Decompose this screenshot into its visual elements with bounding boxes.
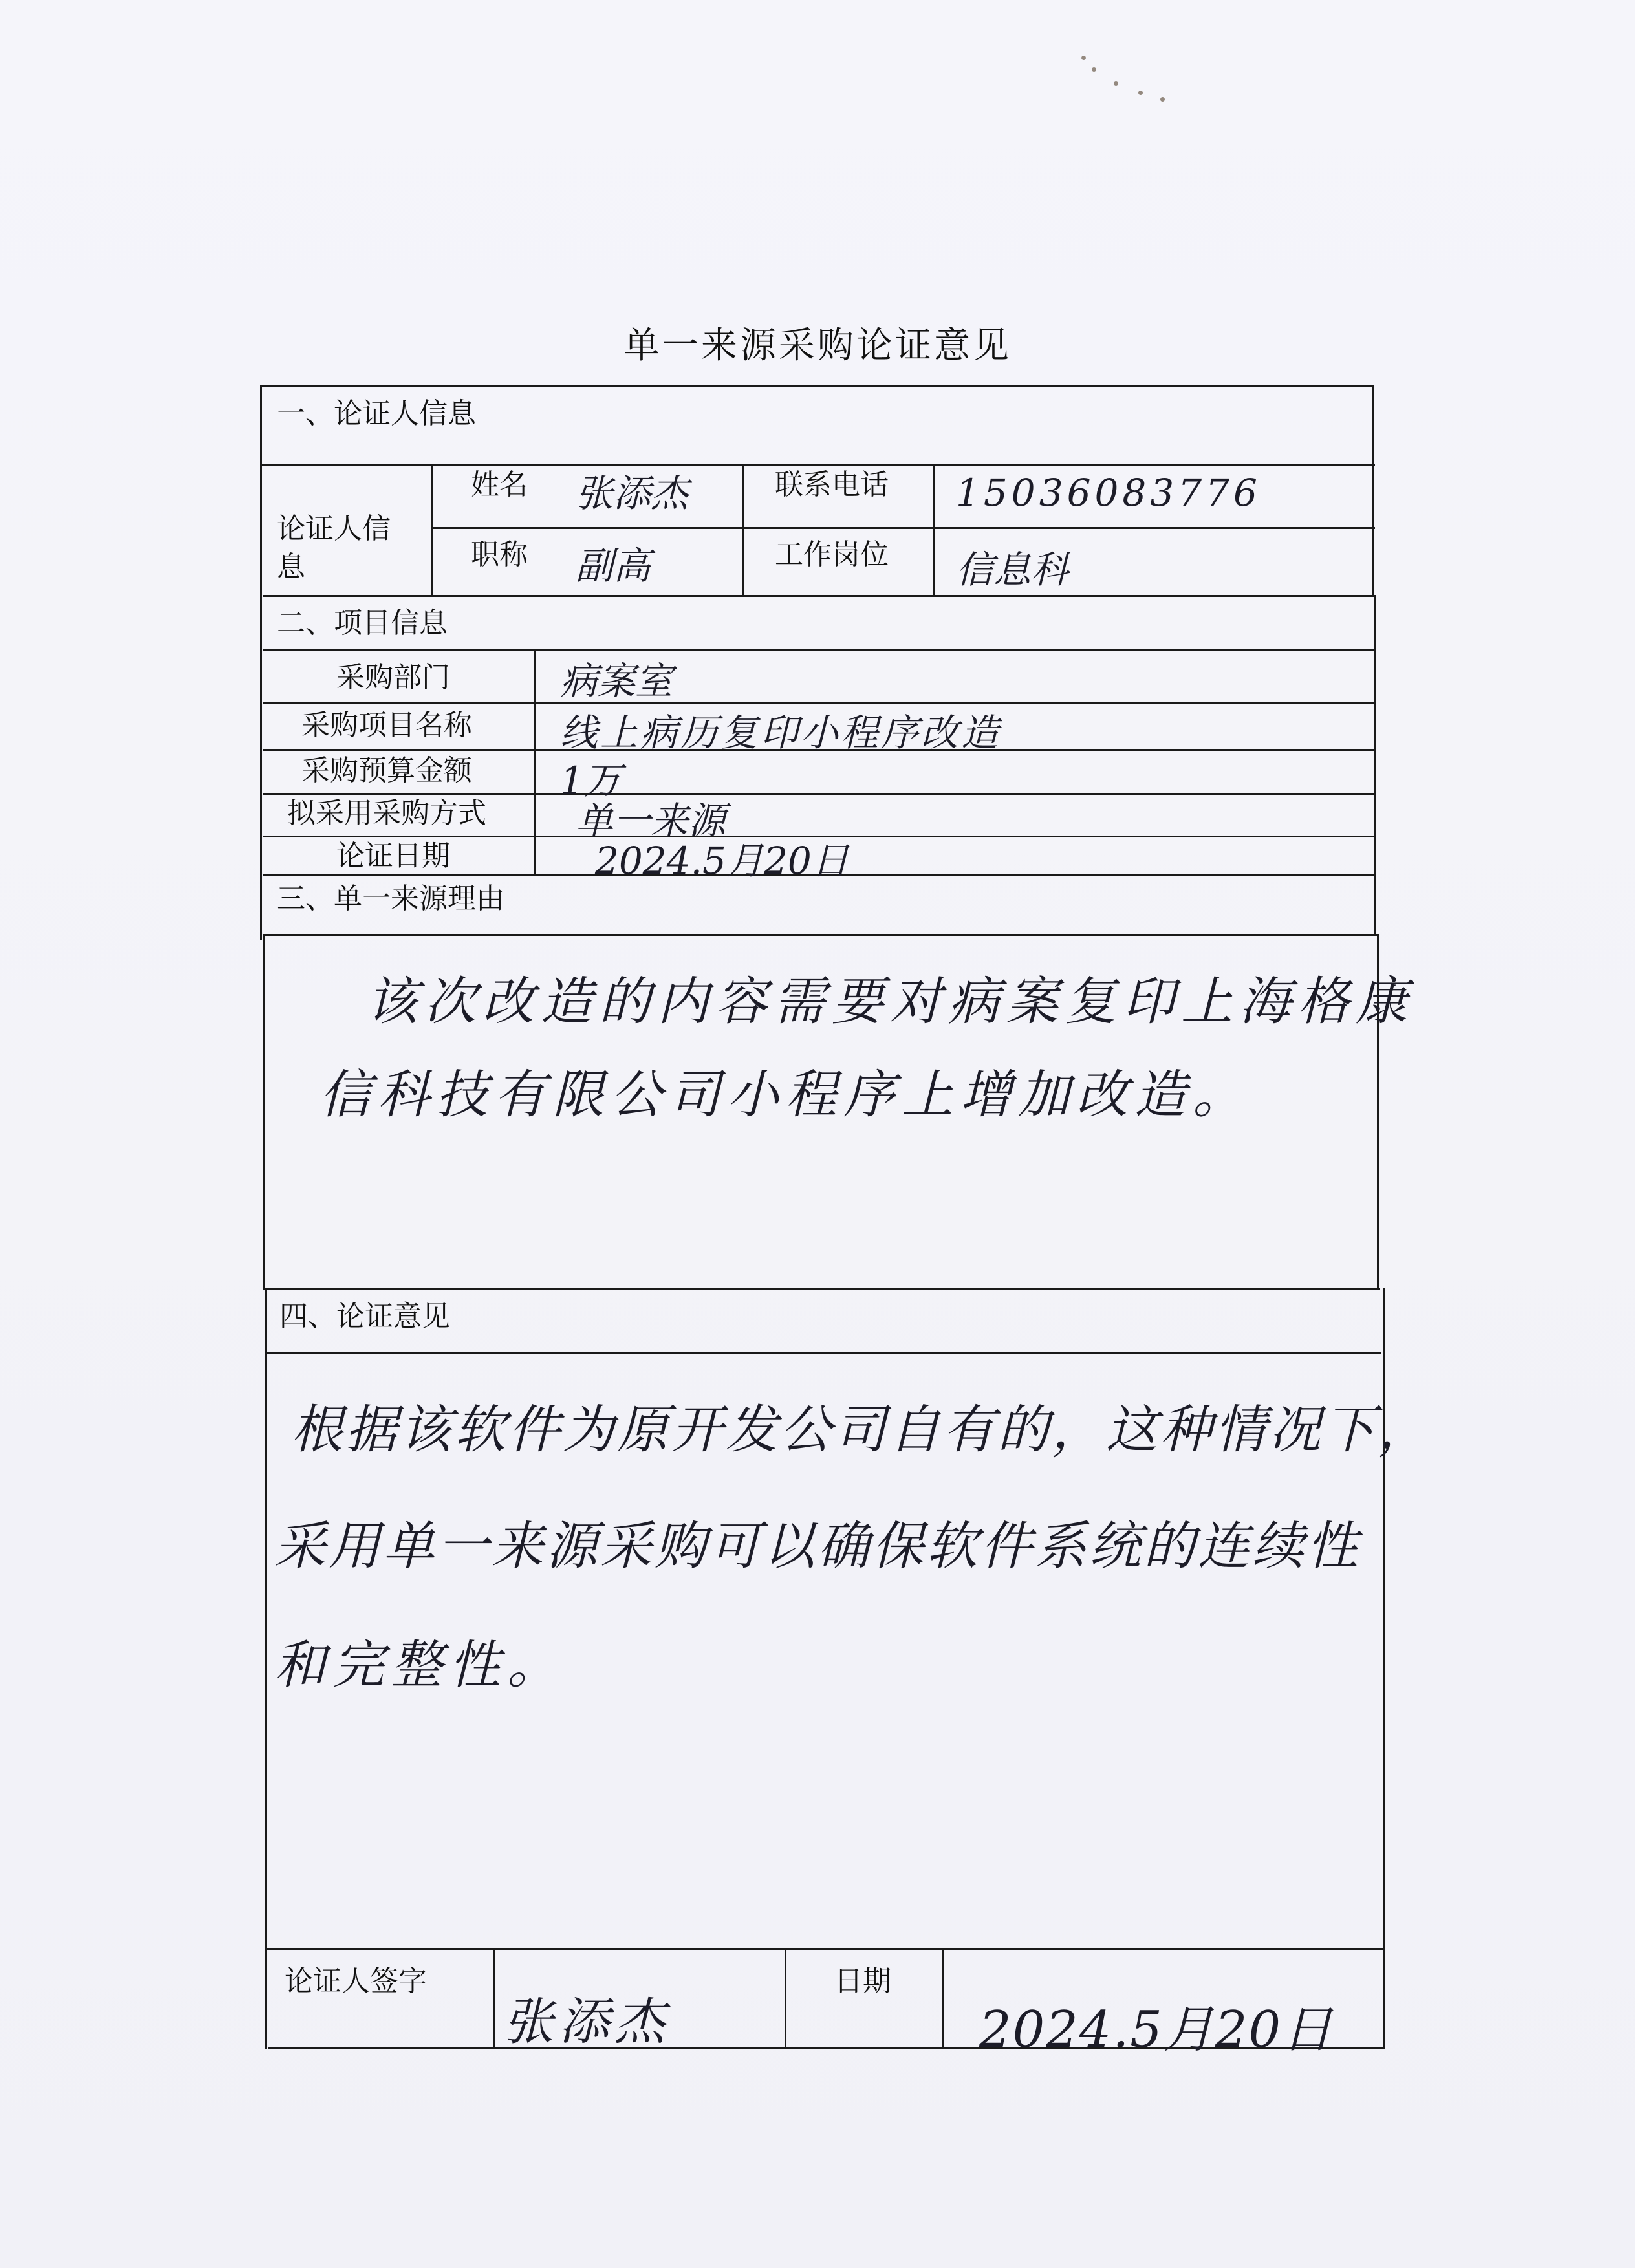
table-line bbox=[266, 1352, 1381, 1354]
section4-header: 四、论证意见 bbox=[279, 1300, 450, 1333]
project-value: 线上病历复印小程序改造 bbox=[560, 711, 1002, 755]
table-line bbox=[263, 595, 1375, 597]
date-value: 2024.5月20日 bbox=[595, 839, 849, 883]
table-line bbox=[265, 1288, 267, 2049]
project-label: 采购项目名称 bbox=[301, 709, 472, 742]
scan-speck bbox=[1160, 97, 1165, 102]
table-line bbox=[263, 793, 1376, 795]
reason-line: 该次改造的内容需要对病案复印上海格康 bbox=[366, 971, 1414, 1031]
section3-header: 三、单一来源理由 bbox=[277, 882, 504, 915]
phone-value: 15036083776 bbox=[956, 471, 1261, 515]
title-label: 职称 bbox=[471, 538, 528, 571]
table-line bbox=[263, 934, 1378, 936]
table-line bbox=[1374, 595, 1376, 934]
name-label: 姓名 bbox=[471, 468, 528, 501]
table-line bbox=[263, 649, 1376, 651]
dept-label: 采购部门 bbox=[336, 661, 450, 694]
post-label: 工作岗位 bbox=[775, 538, 889, 571]
table-line bbox=[263, 934, 265, 1290]
opinion-line: 和完整性。 bbox=[274, 1635, 565, 1695]
section1-header: 一、论证人信息 bbox=[277, 397, 476, 430]
table-line bbox=[534, 649, 536, 876]
budget-label: 采购预算金额 bbox=[301, 754, 472, 787]
date-label: 论证日期 bbox=[336, 839, 450, 872]
dept-value: 病案室 bbox=[560, 659, 673, 703]
signature-label: 论证人签字 bbox=[285, 1965, 427, 1998]
sign-date-label: 日期 bbox=[834, 1965, 891, 1998]
table-line bbox=[431, 464, 433, 596]
sign-date-value: 2024.5月20日 bbox=[979, 2001, 1334, 2059]
phone-label: 联系电话 bbox=[775, 468, 889, 501]
table-line bbox=[1372, 385, 1374, 596]
section2-header: 二、项目信息 bbox=[277, 607, 448, 640]
post-value: 信息科 bbox=[956, 548, 1069, 592]
table-line bbox=[785, 1948, 786, 2049]
table-line bbox=[942, 1948, 944, 2049]
table-line bbox=[432, 527, 1375, 529]
table-line bbox=[265, 1288, 1380, 1290]
table-line bbox=[742, 464, 744, 596]
table-line bbox=[261, 464, 1375, 466]
page-title: 单一来源采购论证意见 bbox=[623, 325, 1012, 367]
title-value: 副高 bbox=[576, 544, 651, 588]
table-line bbox=[260, 385, 262, 940]
budget-value: 1万 bbox=[560, 759, 622, 803]
opinion-line: 根据该软件为原开发公司自有的，这种情况下， bbox=[291, 1399, 1432, 1460]
table-line bbox=[933, 464, 935, 596]
scan-speck bbox=[1081, 56, 1086, 60]
name-value: 张添杰 bbox=[576, 471, 689, 515]
method-label: 拟采用采购方式 bbox=[287, 797, 486, 830]
table-line bbox=[493, 1948, 495, 2049]
table-line bbox=[266, 1948, 1384, 1950]
signature-value: 张添杰 bbox=[503, 1993, 671, 2051]
opinion-line: 采用单一来源采购可以确保软件系统的连续性 bbox=[274, 1516, 1361, 1576]
reason-line: 信科技有限公司小程序上增加改造。 bbox=[319, 1064, 1251, 1125]
scan-speck bbox=[1138, 91, 1143, 95]
verifier-info-label: 论证人信 息 bbox=[277, 512, 391, 584]
table-line bbox=[260, 385, 1374, 387]
scan-speck bbox=[1092, 67, 1096, 72]
method-value: 单一来源 bbox=[576, 799, 726, 843]
scan-speck bbox=[1114, 81, 1118, 86]
